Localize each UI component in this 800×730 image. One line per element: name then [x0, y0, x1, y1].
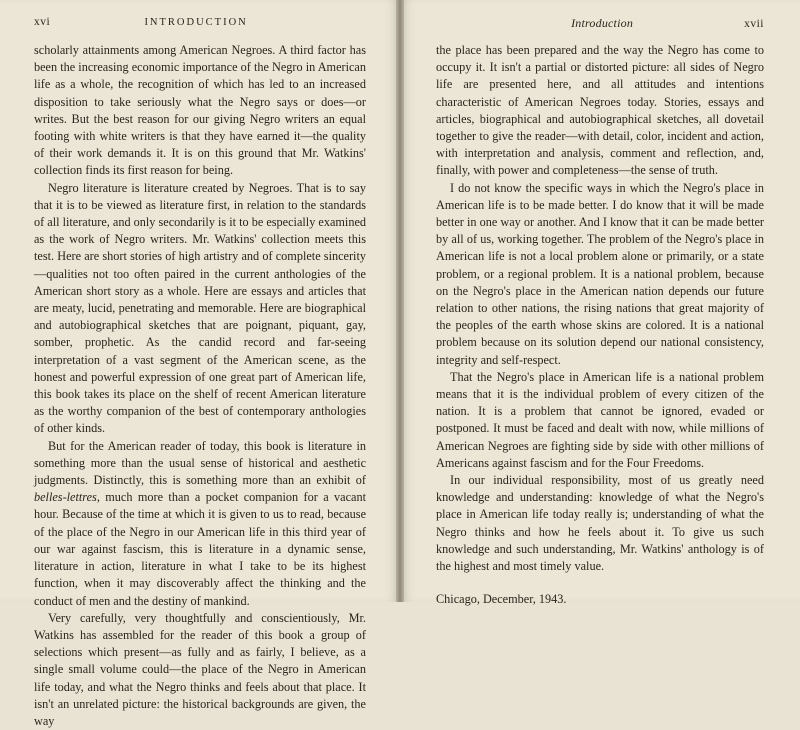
paragraph-text: much more than a pocket companion for a vacant hour. Because of the time at which it is given to us to read, because of the place of the Negro in our American life in this third year of our war against fascism, this is literature in a dynamic sense, literature in action, literature in what I take to be its highest function, when it may discoverably affect the thinking and the conduct of men and the destiny of mankind. [34, 490, 366, 608]
left-page [0, 0, 400, 728]
paragraph: Negro literature is literature created by Negroes. That is to say that it is to be viewed as literature first, in relation to the standards of all literature, and only secondarily is it to be especially examined as the work of Negro writers. Mr. Watkins' collection meets this test. Here are short stories of high artistry and of complete sincerity —qualities not too often paired in the current anthologies of the American short story as a whole. Here are essays and articles that are meaty, lucid, penetrating and memorable. Here are biographical and autobiographical sketches that are poignant, piquant, gay, somber, prophetic. As the candid record and far-seeing interpretation of a vast segment of the American scene, as the honest and powerful expression of one great part of American life, this book takes its place on the shelf of recent American literature as the worthy companion of the best of contemporary anthologies of other kinds. [34, 180, 367, 436]
right-page [400, 0, 800, 607]
paragraph: scholarly attainments among American Negroes. A third factor has been the increasing economic importance of the Negro in American life as a whole, the recognition of which has led to an increased disposition to take seriously what the Negro says or does—or writes. But the best reason for our giving Negro writers an equal footing with white writers is that they have earned it—the quality of their work demands it. It is on this ground that Mr. Watkins' collection finds its first reason for being. [34, 43, 366, 178]
left-page-number: xvi [34, 16, 51, 28]
paragraph [34, 438, 366, 610]
signoff: Chicago, December, 1943. [436, 592, 567, 607]
paragraph: the place has been prepared and the way the Negro has come to occupy it. It isn't a partial or distorted picture: all sides of Negro life are presented here, and all attitudes and intentions characteristic of American Negroes today. Stories, essays and articles, biographical and autobiographical sketches, all dovetail together to give the reader—with detail, color, incident and action, with interpretation and analysis, comment and reflection, and, finally, with power and completeness—the sense of truth. [436, 43, 764, 178]
left-body-text [34, 42, 366, 730]
paragraph: That the Negro's place in American life is a national problem means that it is the individual problem of every citizen of the nation. It is a problem that cannot be ignored, evaded or postponed. It must be faced and dealt with now, while millions of American Negroes are fighting side by side with other millions of Americans against fascism and for the Four Freedoms. [436, 369, 764, 470]
right-running-head [436, 16, 764, 34]
italic-term: belles-lettres, [34, 490, 100, 505]
paragraph: In our individual responsibility, most of us greatly need knowledge and understanding: knowledge of what the Negro's place in American life today really is; understanding of what the Negro thinks and how he feels about it. To give us such knowledge and such understanding, Mr. Watkins' anthology is of the highest and most timely value. [436, 473, 764, 574]
left-running-title: INTRODUCTION [144, 17, 248, 28]
right-body-text [436, 42, 764, 609]
right-page-number: xvii [744, 18, 764, 30]
paragraph-text: But for the American reader of today, this book is literature in something more than the usual sense of historical and aesthetic judgments. Distinctly, this is something more than an exhibit of [34, 438, 366, 488]
paragraph: Very carefully, very thoughtfully and conscientiously, Mr. Watkins has assembled for the reader of this book a group of selections which present—as fully and as fairly, I believe, as a single small volume could—the place of the Negro in American life today, and what the Negro thinks and feels about that place. It isn't an unrelated picture: the historical backgrounds are given, the way [34, 610, 366, 728]
paragraph: I do not know the specific ways in which the Negro's place in American life is to be made better. I do know that it will be made better in one way or another. And I know that it can be made better by all of us, working together. The problem of the Negro's place in American life is not a local problem alone or primarily, or a state problem, or a regional problem. It is a national problem, because on the Negro's place in the American nation depends our future relation to other nations, the rising nations that great majority of the peoples of the earth whose skins are colored. It is a national problem because on its solution depend our national consistency, integrity and self-respect. [436, 180, 764, 367]
right-running-title: Introduction [571, 16, 634, 30]
book-gutter [396, 0, 404, 602]
left-running-head [34, 16, 366, 34]
